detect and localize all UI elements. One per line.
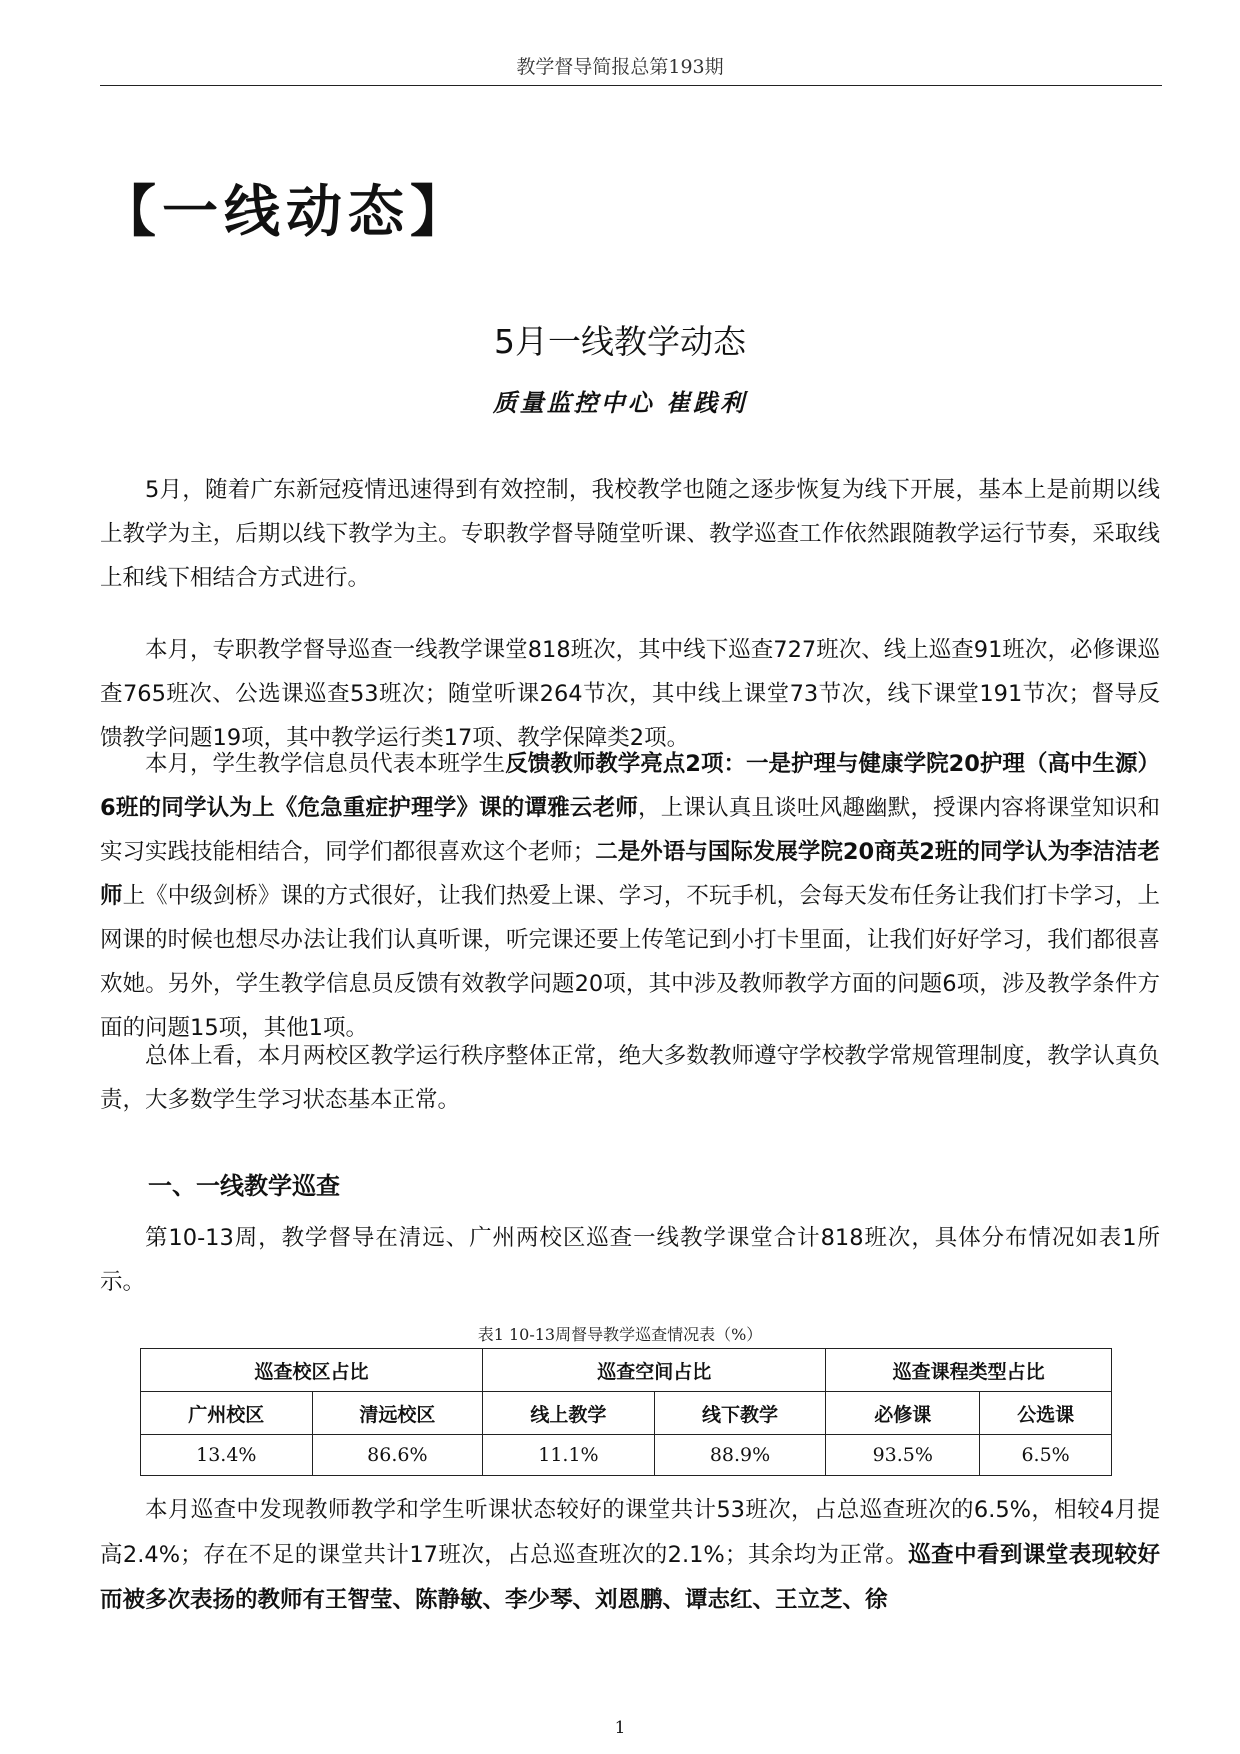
- paragraph-text: 本月，学生教学信息员代表本班学生: [145, 751, 506, 777]
- paragraph-inspection-result: [100, 1488, 1160, 1623]
- table-column-header: 清远校区: [312, 1392, 483, 1435]
- table-cell: 86.6%: [312, 1435, 483, 1476]
- page-number: 1: [614, 1718, 626, 1738]
- paragraph-inspection-summary: 本月，专职教学督导巡查一线教学课堂818班次，其中线下巡查727班次、线上巡查91班次，必修课巡查765班次、公选课巡查53班次；随堂听课264节次，其中线上课堂73节次，线下课堂191节次；督导反馈教学问题19项，其中教学运行类17项、教学保障类2项。: [100, 637, 1160, 751]
- table-cell: 93.5%: [826, 1435, 980, 1476]
- highlight-text: 反馈教师教学亮点2项：一是护理与健康学院20护理（高中生源）6班的同学认为上《危急重症护理学》课的谭雅云老师: [100, 751, 1160, 821]
- table-column-header: 线上教学: [483, 1392, 655, 1435]
- table-group-row: [141, 1349, 1112, 1392]
- paragraph-student-feedback: [100, 742, 1160, 1050]
- table-cell: 88.9%: [654, 1435, 826, 1476]
- table-column-header: 线下教学: [654, 1392, 826, 1435]
- table-row: [141, 1435, 1112, 1476]
- table-caption: 表1 10-13周督导教学巡查情况表（%）: [477, 1325, 763, 1344]
- table-column-header: 公选课: [980, 1392, 1112, 1435]
- subsection-heading: 一、一线教学巡查: [148, 1172, 340, 1200]
- paragraph-text: ，上课认真且谈吐风趣幽默，授课内容将课堂知识和实习实践技能相结合，同学们都很喜欢这个老师；: [100, 795, 1160, 865]
- table-header-row: [141, 1392, 1112, 1435]
- table-group-header: 巡查课程类型占比: [826, 1349, 1112, 1392]
- table-column-header: 必修课: [826, 1392, 980, 1435]
- table-cell: 6.5%: [980, 1435, 1112, 1476]
- paragraph-text: 本月巡查中发现教师教学和学生听课状态较好的课堂共计53班次，占总巡查班次的6.5%，相较4月提高2.4%；存在不足的课堂共计17班次，占总巡查班次的2.1%；其余均为正常。: [100, 1497, 1160, 1568]
- header-divider: [100, 85, 1162, 86]
- section-title: 【一线动态】: [100, 180, 472, 245]
- table-group-header: 巡查空间占比: [483, 1349, 826, 1392]
- article-title: 5月一线教学动态: [494, 322, 746, 361]
- paragraph-intro: 5月，随着广东新冠疫情迅速得到有效控制，我校教学也随之逐步恢复为线下开展，基本上是前期以线上教学为主，后期以线下教学为主。专职教学督导随堂听课、教学巡查工作依然跟随教学运行节奏，采取线上和线下相结合方式进行。: [100, 477, 1160, 591]
- highlight-text: 巡查中看到课堂表现较好而被多次表扬的教师有王智莹、陈静敏、李少琴、刘恩鹏、谭志红、王立芝、徐: [100, 1542, 1160, 1613]
- running-header: 教学督导简报总第193期: [516, 56, 724, 78]
- inspection-table: [140, 1348, 1112, 1476]
- table-group-header: 巡查校区占比: [141, 1349, 483, 1392]
- highlight-text: 二是外语与国际发展学院20商英2班的同学认为李洁洁老师: [100, 839, 1160, 909]
- table-cell: 13.4%: [141, 1435, 313, 1476]
- paragraph-inspection-intro: 第10-13周，教学督导在清远、广州两校区巡查一线教学课堂合计818班次，具体分布情况如表1所示。: [100, 1225, 1160, 1295]
- paragraph-overall: 总体上看，本月两校区教学运行秩序整体正常，绝大多数教师遵守学校教学常规管理制度，教学认真负责，大多数学生学习状态基本正常。: [100, 1043, 1160, 1113]
- paragraph-text: 上《中级剑桥》课的方式很好，让我们热爱上课、学习，不玩手机，会每天发布任务让我们打卡学习，上网课的时候也想尽办法让我们认真听课，听完课还要上传笔记到小打卡里面，让我们好好学习，我们都很喜欢她。另外，学生教学信息员反馈有效教学问题20项，其中涉及教师教学方面的问题6项，涉及教学条件方面的问题15项，其他1项。: [100, 883, 1160, 1041]
- article-author: 质量监控中心 崔践利: [492, 388, 748, 417]
- table-cell: 11.1%: [483, 1435, 655, 1476]
- table-column-header: 广州校区: [141, 1392, 313, 1435]
